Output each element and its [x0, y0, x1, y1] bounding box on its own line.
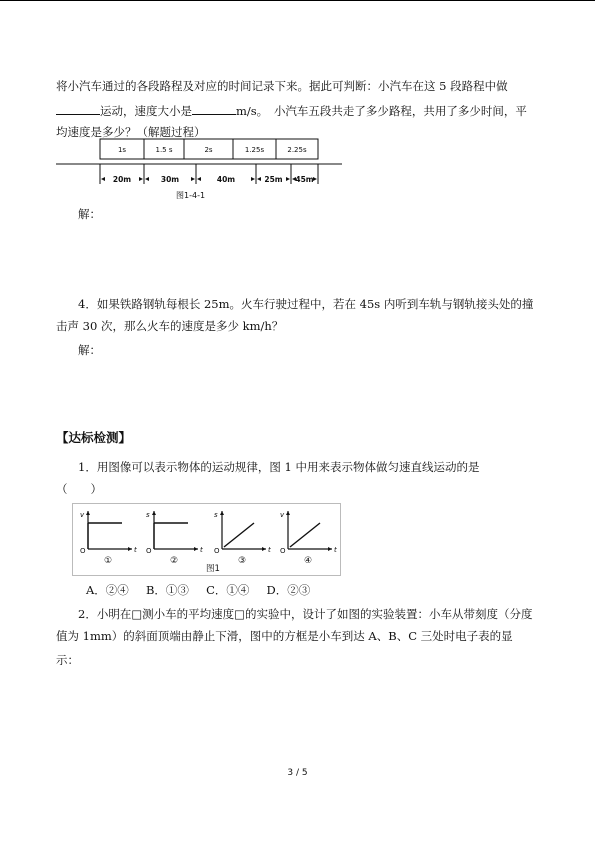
- motion-graph-4: [280, 511, 337, 566]
- q3-answer-label: 解：: [78, 207, 101, 221]
- svg-text:③: ③: [238, 556, 247, 566]
- page-number: 3 / 5: [287, 768, 308, 778]
- svg-text:t: t: [268, 546, 271, 554]
- q3-line-2: [56, 102, 527, 119]
- timer-reading-3: 2s: [204, 146, 213, 154]
- answer-blank-motion[interactable]: [56, 102, 100, 115]
- svg-text:④: ④: [304, 556, 313, 566]
- option-a[interactable]: A．②④: [86, 583, 129, 597]
- motion-graphs-figure: [72, 503, 342, 577]
- section-title: 【达标检测】: [56, 430, 132, 445]
- mc1-line-1: 1．用图像可以表示物体的运动规律，图 1 中用来表示物体做匀速直线运动的是: [78, 460, 480, 474]
- segment-distance-3: 40m: [216, 175, 236, 184]
- svg-text:t: t: [134, 546, 137, 554]
- svg-text:O: O: [80, 547, 86, 555]
- timer-reading-2: 1.5 s: [155, 146, 173, 154]
- timeline-figure: [56, 136, 356, 202]
- option-d[interactable]: D．②③: [266, 583, 311, 597]
- option-c[interactable]: C．①④: [206, 583, 250, 597]
- svg-text:s: s: [146, 511, 150, 519]
- q3-line-2-part-2: m/s。: [236, 104, 263, 118]
- figure-caption: 图1-4-1: [176, 191, 206, 200]
- answer-blank-speed[interactable]: [192, 102, 236, 115]
- q2-line-1: 2．小明在□测小车的平均速度□的实验中，设计了如图的实验装置：小车从带刻度（分度: [78, 607, 533, 621]
- page-top-border: [0, 0, 595, 1]
- segment-distance-5: 45m: [295, 175, 314, 184]
- motion-graph-1: [80, 511, 137, 566]
- q2-line-2: 值为 1mm）的斜面顶端由静止下滑，图中的方框是小车到达 A、B、C 三处时电子表的显: [56, 629, 513, 643]
- timer-reading-1: 1s: [117, 146, 127, 154]
- svg-text:v: v: [280, 511, 285, 519]
- svg-text:v: v: [80, 511, 85, 519]
- q2-line-3: 示：: [56, 653, 79, 667]
- svg-text:O: O: [280, 547, 286, 555]
- figure-1-caption: 图1: [206, 564, 220, 574]
- motion-graph-3: [214, 511, 271, 566]
- segment-distance-2: 30m: [160, 175, 180, 184]
- svg-text:s: s: [214, 511, 218, 519]
- q3-line-3: 均速度是多少？（解题过程）: [56, 125, 206, 139]
- q4-line-1: 4．如果铁路钢轨每根长 25m。火车行驶过程中，若在 45s 内听到车轨与钢轨接头处的撞: [78, 297, 534, 311]
- mc1-paren: （ ）: [56, 482, 102, 496]
- segment-distance-4: 25m: [264, 175, 283, 184]
- svg-text:O: O: [214, 547, 220, 555]
- graph-line-4: [290, 523, 320, 547]
- q4-answer-label: 解：: [78, 343, 101, 357]
- svg-text:t: t: [200, 546, 203, 554]
- svg-text:①: ①: [104, 556, 113, 566]
- svg-text:t: t: [334, 546, 337, 554]
- graph-line-3: [224, 523, 254, 547]
- svg-text:②: ②: [170, 556, 179, 566]
- motion-graph-2: [146, 511, 203, 566]
- segment-distance-1: 20m: [112, 175, 132, 184]
- q3-line-1: 将小汽车通过的各段路程及对应的时间记录下来。据此可判断：小汽车在这 5 段路程中做: [56, 79, 508, 93]
- svg-text:O: O: [146, 547, 152, 555]
- q3-line-2-part-3: 小汽车五段共走了多少路程，共用了多少时间，平: [273, 104, 527, 118]
- q4-line-2: 击声 30 次，那么火车的速度是多少 km/h？: [56, 319, 284, 333]
- timer-reading-5: 2.25s: [287, 146, 307, 154]
- q3-line-2-part-1: 运动，速度大小是: [100, 104, 192, 118]
- timer-reading-4: 1.25s: [244, 146, 265, 154]
- mc1-options: [86, 582, 310, 598]
- option-b[interactable]: B．①③: [145, 583, 189, 597]
